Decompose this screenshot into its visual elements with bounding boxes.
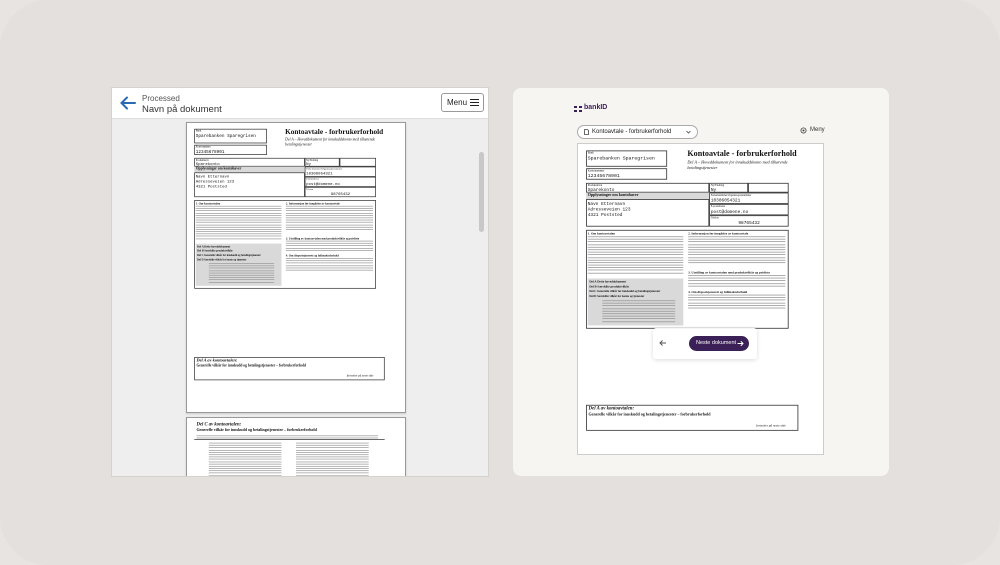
new-value: Ny [306,161,311,167]
menu-button[interactable] [441,93,484,112]
next-document-label: Neste dokument [696,340,737,346]
doc-subtitle: Del A – Hoveddokument for innskuddskonto med tilhørende betalingstjenester [687,160,788,171]
section1-text [196,206,282,241]
phone-value: 98765432 [738,220,760,226]
footer-title: Del A av kontoavtalen: [196,358,238,363]
list-item-4: Del D Særskilte vilkår for konto og tjenester [197,258,247,262]
menu-button-label: Menu [447,98,468,107]
section4-text [286,258,373,272]
document-icon [584,129,589,135]
section1-title: 1. Om kontoavtalen [587,231,615,236]
customer-header: Opplysninger om kontohaver [195,167,242,171]
footer-note: fortsetter på neste side [756,423,786,428]
phone-value: 98765432 [330,191,351,197]
right-signing-panel [513,88,889,476]
account-label: Kontonummer [587,169,605,173]
footer-note: fortsetter på neste side [346,373,374,378]
section3-text [688,275,785,288]
doc-title: Kontoavtale - forbrukerforhold [687,149,797,159]
section2-title: 2. Informasjon før inngåelse av kontoavtale [688,231,749,236]
customer-postal: 4321 Poststed [195,184,227,190]
back-arrow-icon[interactable] [120,96,136,110]
email-value: post@domene.no [710,208,749,215]
list-item-3: Del C Generelle vilkår for innskudd og betalingstjenester [589,289,661,294]
document-navigation [653,328,757,359]
section2-text [688,236,785,264]
list-item-1: Del A Dette hoveddokument [197,245,231,248]
list-item-3: Del C Generelle vilkår for innskudd og betalingstjenester [197,253,261,257]
section3-text [286,241,373,253]
page2-intro-text [196,435,378,440]
bank-name: Sparebanken Sparegrisen [195,133,256,139]
page2-title: Del C av kontoavtalen: [196,421,242,427]
prev-arrow-icon[interactable] [659,339,667,347]
phone-label: Telefon [710,216,719,220]
new-value: Ny [710,186,717,193]
customer-name: Navn Etternavn [195,173,230,179]
section1-title: 1. Om kontoavtalen [195,201,221,206]
new-label: Ny/Endring [710,183,725,187]
document-page-2 [186,417,406,476]
account-number: 12345678901 [587,173,620,179]
document-page-preview [577,143,824,455]
document-page-1 [186,122,406,413]
bankid-logo-icon [574,106,582,112]
section2-title: 2. Informasjon før inngåelse av kontoavtale [285,201,340,206]
phone-label: Telefon [306,187,314,191]
section4-text [688,295,785,310]
doc-subtitle: Del A – Hoveddokument for innskuddskonto med tilhørende betalingstjenester [285,137,376,147]
customer-address: Adresseveien 123 [195,178,235,185]
scrollbar[interactable] [479,152,484,232]
new-label: Ny/Endring [306,158,319,162]
meny-label: Meny [810,127,825,133]
document-select[interactable] [577,125,698,139]
product-label: Produktnavn [195,158,209,162]
bank-label: Bank [587,151,594,155]
list-item-1: Del A Dette hoveddokument [589,280,627,284]
status-label: Processed [142,94,180,103]
kontohaver-box [340,158,376,167]
section3-title: 3. Utstilling av kontoavtalen med produktvilkår og prisliste [688,270,770,275]
list-item-2: Del B Særskilte produktvilkår [589,284,630,289]
email-value: post@domene.no [306,181,340,187]
account-label: Kontonummer [195,145,211,149]
page2-toc-left [209,443,282,476]
document-scroll-area[interactable] [112,119,488,476]
section1-text [588,236,684,275]
customer-header: Opplysninger om kontohaver [587,193,639,198]
list-item-4: Del D Særskilte vilkår for konto og tjenester [589,294,645,298]
ssn-label: Fødselsnummer/Organisasjonsnummer [306,167,343,171]
list-item-2: Del B Særskilte produktvilkår [197,249,233,253]
left-viewer-panel [112,88,488,476]
customer-postal: 4321 Poststed [587,212,623,218]
document-title: Navn på dokument [142,104,222,115]
bank-name: Sparebanken Sparegrisen [587,155,655,162]
brand-name: bankID [584,104,608,111]
product-name: Sparekonto [587,186,615,193]
document-select-label: Kontoavtale - forbrukerforhold [592,129,672,135]
next-arrow-icon [737,340,744,347]
section3-title: 3. Utstilling av kontoavtalen med produktvilkår og prisliste [285,236,360,240]
account-number: 12345678901 [195,149,225,155]
customer-name: Navn Etternavn [587,200,626,207]
hamburger-icon [470,99,479,106]
ssn-value: 10306054321 [306,170,333,177]
ssn-value: 10306054321 [710,197,741,204]
chevron-down-icon [686,130,691,134]
list-sub-text [209,263,274,284]
ssn-label: Fødselsnummer/Organisasjonsnummer [710,193,752,197]
left-header [112,88,488,119]
footer-subtitle: Generelle vilkår for innskudd og betalingstjenester – forbrukerforhold [588,412,711,417]
next-document-button[interactable] [689,336,749,351]
page2-subtitle: Generelle vilkår for innskudd og betalingstjenester – forbrukerforhold [196,428,317,433]
kontohaver-box [748,183,789,193]
section4-title: 4. Om disposisjonsrett og fullmaktsforhold [688,289,748,294]
list-sub-text [602,300,675,323]
email-label: E-postadresse [710,204,726,208]
product-name: Sparekonto [195,161,220,167]
section4-title: 4. Om disposisjonsrett og fullmaktsforhold [285,253,339,258]
product-label: Produktnavn [587,183,603,187]
bank-label: Bank [195,129,202,133]
email-label: E-postadresse [306,177,320,181]
gear-icon [800,127,807,134]
section2-text [286,206,373,231]
footer-title: Del A av kontoavtalen: [588,406,635,412]
footer-subtitle: Generelle vilkår for innskudd og betalingstjenester – forbrukerforhold [196,364,306,368]
doc-title: Kontoavtale - forbrukerforhold [285,128,384,137]
page2-toc-right [296,443,369,476]
customer-address: Adresseveien 123 [587,206,631,213]
